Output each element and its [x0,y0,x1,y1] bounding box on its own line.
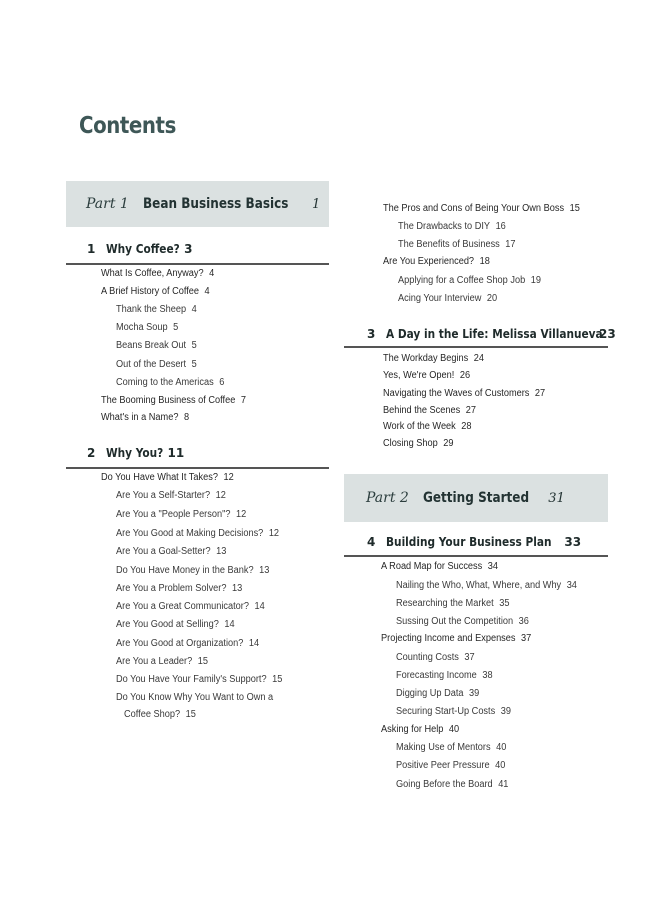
toc-subentry: Out of the Desert 5 [116,359,197,370]
chapter-page: 33 [564,535,582,549]
page-title: Contents [79,113,176,139]
toc-entry: The Booming Business of Coffee 7 [101,395,246,406]
part-label: Part 2 [366,490,409,506]
part-title: Getting Started [422,490,529,506]
toc-entry: Projecting Income and Expenses 37 [381,633,532,644]
toc-entry: Do You Have What It Takes? 12 [101,472,234,483]
chapter-number: 4 [367,535,376,549]
toc-subentry: Going Before the Board 41 [396,779,509,790]
toc-subentry: Are You a Goal-Setter? 13 [116,546,227,557]
toc-entry: The Pros and Cons of Being Your Own Boss 15 [383,203,580,214]
toc-entry: Are You Experienced? 18 [383,256,490,267]
part-2-banner [344,474,608,522]
part-page: 1 [311,196,321,212]
chapter-rule [66,263,329,265]
toc-subentry: Forecasting Income 38 [396,670,493,681]
chapter-number: 1 [87,242,96,256]
toc-subentry: Securing Start-Up Costs 39 [396,706,511,717]
toc-subentry: Counting Costs 37 [396,652,475,663]
chapter-page: 3 [184,242,193,256]
chapter-heading [367,535,581,549]
chapter-title: A Day in the Life: Melissa Villanueva [386,327,604,341]
chapter-heading [87,446,184,460]
chapter-heading [367,327,633,341]
toc-subentry: Sussing Out the Competition 36 [396,616,529,627]
chapter-title: Why Coffee? [106,242,181,256]
toc-subentry: Acing Your Interview 20 [398,293,498,304]
toc-entry: What's in a Name? 8 [101,412,190,423]
toc-entry: Yes, We're Open! 26 [383,370,471,381]
toc-subentry: Do You Know Why You Want to Own a [116,692,274,703]
toc-subentry: Are You Good at Selling? 14 [116,619,235,630]
chapter-number: 2 [87,446,96,460]
chapter-number: 3 [367,327,376,341]
toc-subentry: Do You Have Money in the Bank? 13 [116,565,270,576]
toc-subentry: Are You a Problem Solver? 13 [116,583,243,594]
toc-subentry: Researching the Market 35 [396,598,510,609]
toc-subentry: Are You Good at Making Decisions? 12 [116,528,280,539]
toc-entry: Closing Shop 29 [383,438,454,449]
toc-subentry: Are You a Leader? 15 [116,656,208,667]
chapter-rule [344,555,608,557]
toc-subentry: Are You Good at Organization? 14 [116,638,260,649]
part-title: Bean Business Basics [142,196,289,212]
toc-subentry: The Drawbacks to DIY 16 [398,221,506,232]
toc-entry: Work of the Week 28 [383,421,472,432]
toc-entry: What Is Coffee, Anyway? 4 [101,268,215,279]
toc-subentry-continued: Coffee Shop? 15 [124,709,196,720]
chapter-title: Why You? [106,446,164,460]
part-page: 31 [548,490,565,506]
toc-entry: Asking for Help 40 [381,724,460,735]
toc-subentry: Do You Have Your Family's Support? 15 [116,674,283,685]
chapter-heading [87,242,193,256]
chapter-rule [344,346,608,348]
toc-subentry: The Benefits of Business 17 [398,239,516,250]
toc-subentry: Nailing the Who, What, Where, and Why 34 [396,580,577,591]
toc-entry: A Brief History of Coffee 4 [101,286,210,297]
toc-subentry: Applying for a Coffee Shop Job 19 [398,275,541,286]
toc-subentry: Are You a "People Person"? 12 [116,509,247,520]
toc-subentry: Making Use of Mentors 40 [396,742,507,753]
toc-subentry: Are You a Self-Starter? 12 [116,490,226,501]
toc-subentry: Thank the Sheep 4 [116,304,197,315]
part-1-banner [66,181,329,227]
toc-entry: Navigating the Waves of Customers 27 [383,388,546,399]
toc-subentry: Are You a Great Communicator? 14 [116,601,265,612]
toc-entry: Behind the Scenes 27 [383,405,476,416]
toc-subentry: Digging Up Data 39 [396,688,480,699]
chapter-title: Building Your Business Plan [386,535,552,549]
chapter-page: 11 [167,446,185,460]
toc-entry: The Workday Begins 24 [383,353,484,364]
chapter-rule [66,467,329,469]
toc-subentry: Mocha Soup 5 [116,322,179,333]
toc-entry: A Road Map for Success 34 [381,561,499,572]
chapter-page: 23 [599,327,616,341]
toc-subentry: Coming to the Americas 6 [116,377,225,388]
part-label: Part 1 [86,196,129,212]
toc-subentry: Beans Break Out 5 [116,340,197,351]
toc-subentry: Positive Peer Pressure 40 [396,760,506,771]
